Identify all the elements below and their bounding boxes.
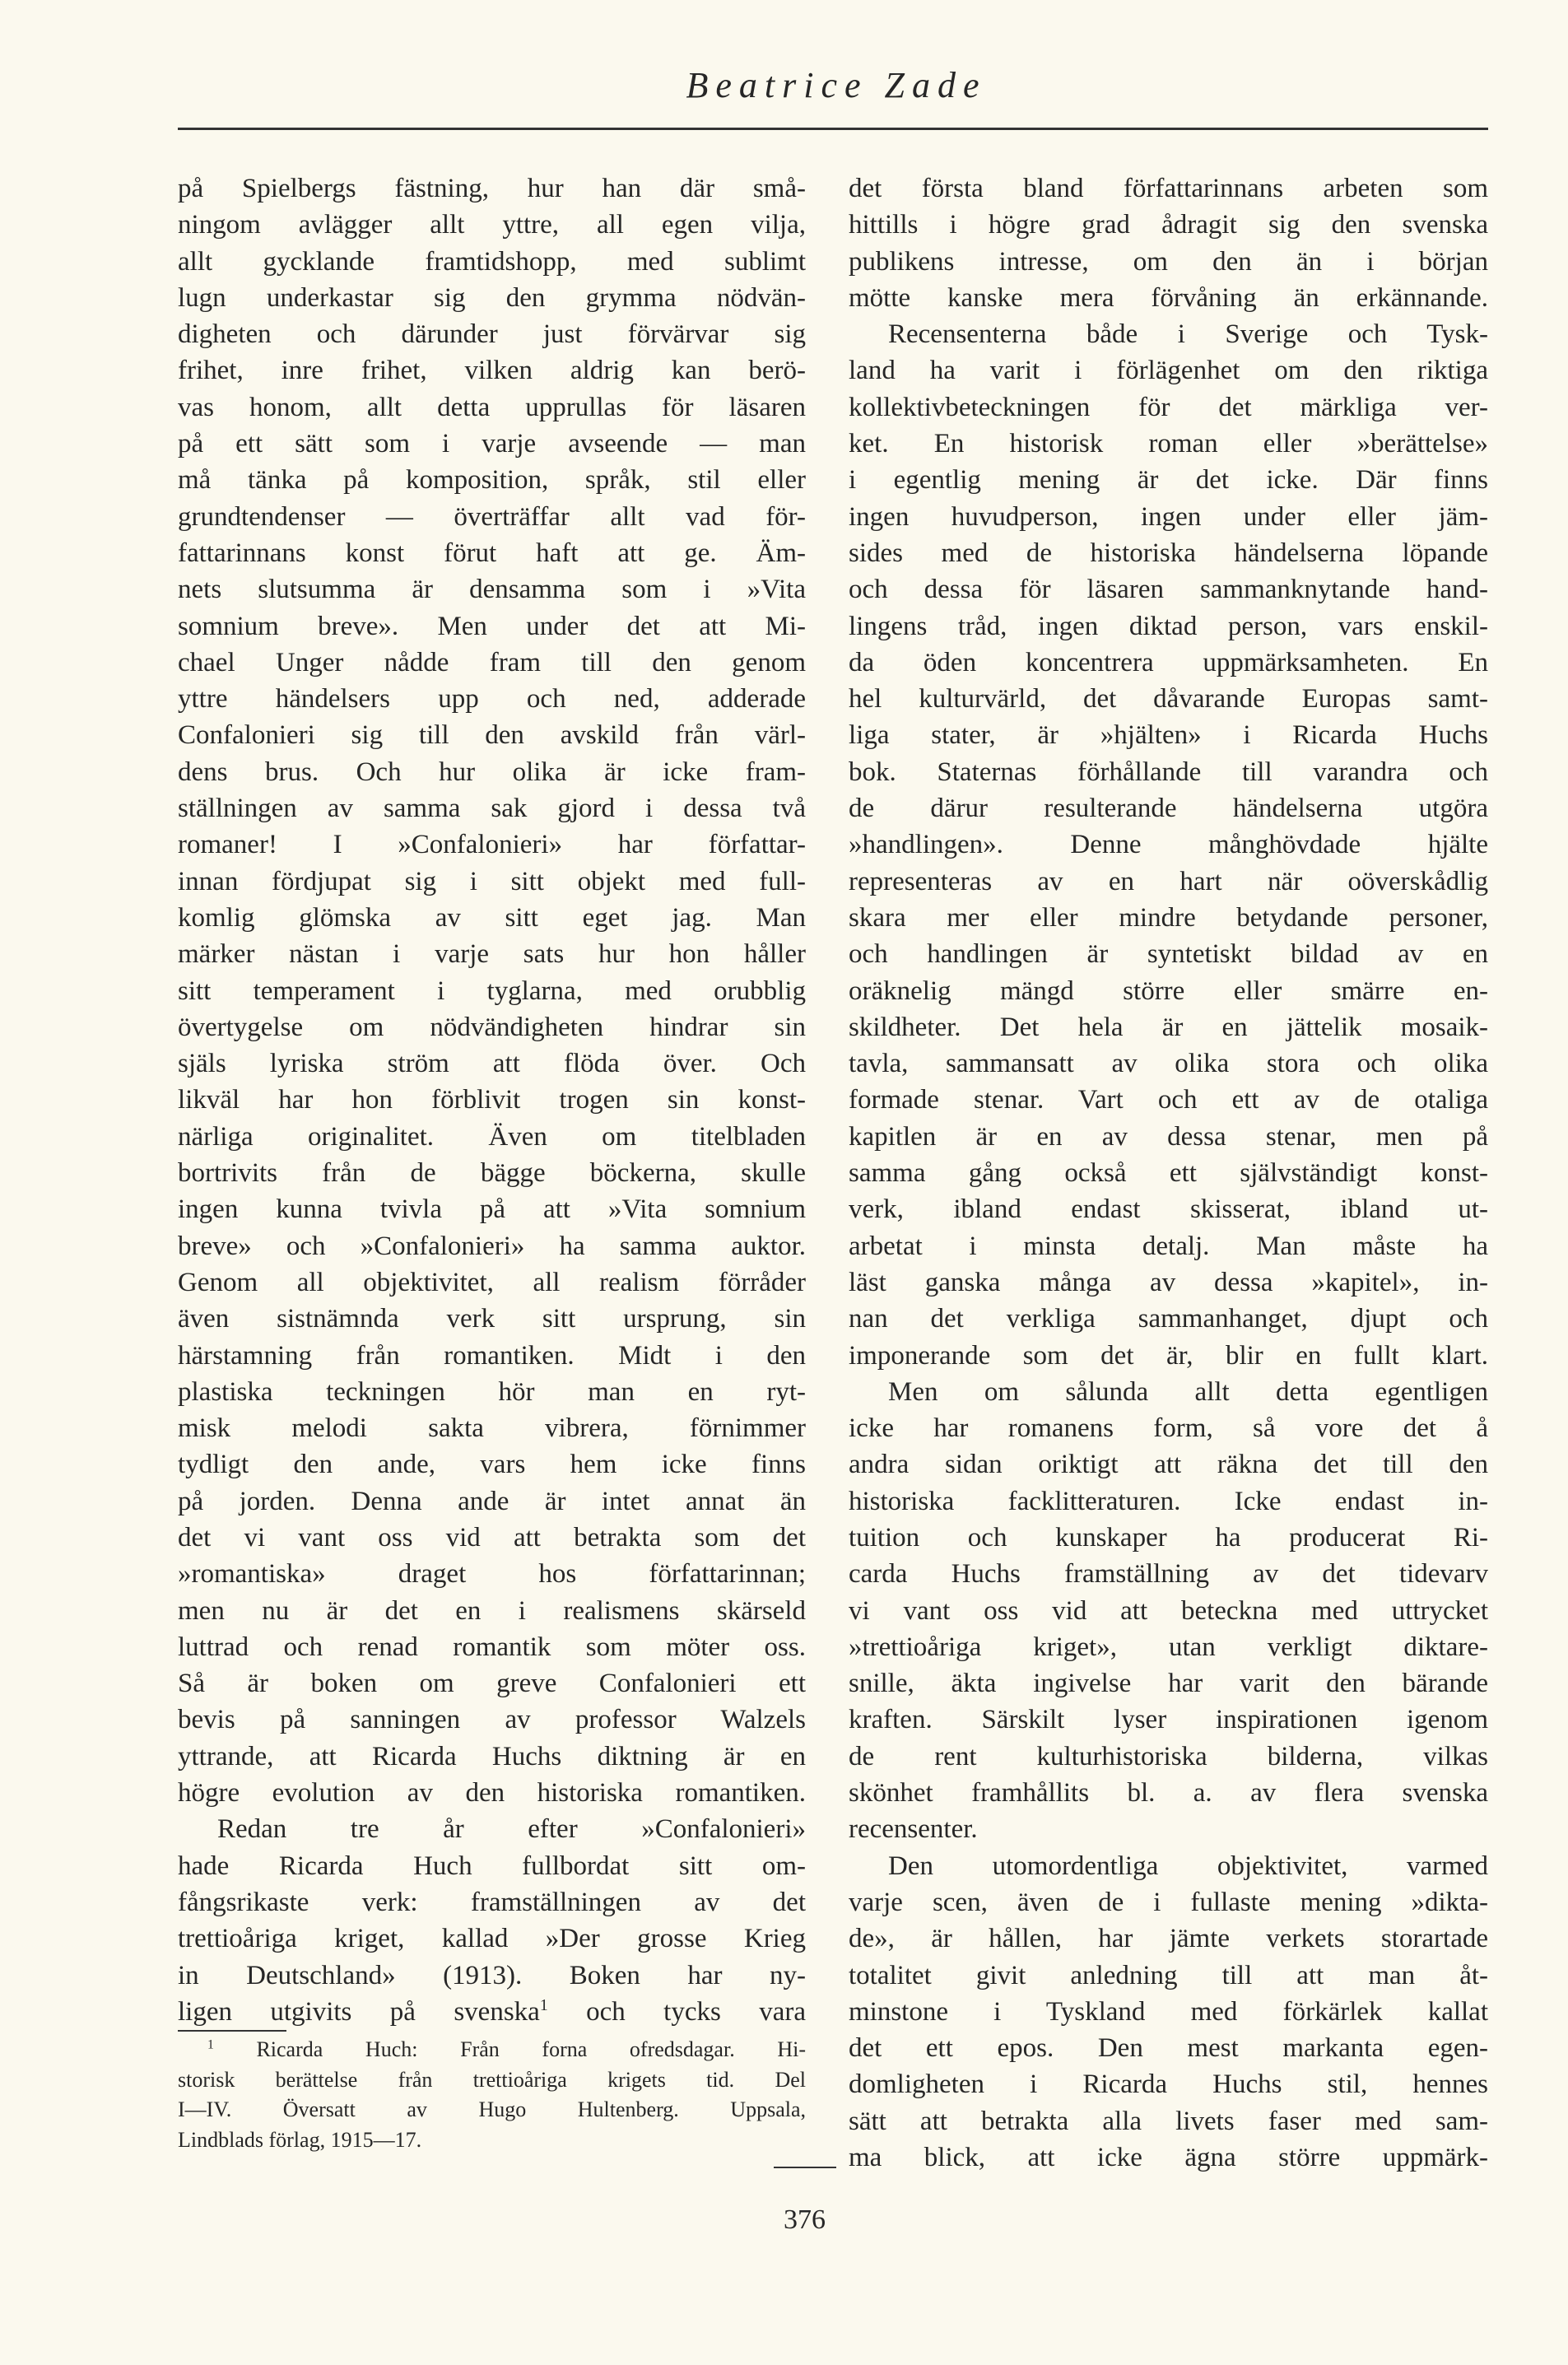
text-line: digheten och därunder just förvärvar sig xyxy=(178,319,806,350)
text-line: andra sidan oriktigt att räkna det till den xyxy=(849,1450,1488,1480)
text-line: land ha varit i förlägenhet om den riktiga xyxy=(849,356,1488,386)
text-line: märker nästan i varje sats hur hon håller xyxy=(178,939,806,970)
text-line: plastiska teckningen hör man en ryt- xyxy=(178,1376,806,1407)
footnote-line: Lindblads förlag, 1915—17. xyxy=(178,2127,422,2152)
text-line: yttrande, att Ricarda Huchs diktning är en xyxy=(178,1741,806,1771)
text-line: de rent kulturhistoriska bilderna, vilkas xyxy=(849,1741,1488,1771)
page-number: 376 xyxy=(784,2204,826,2235)
text-line: själs lyriska ström att flöda över. Och xyxy=(178,1049,806,1079)
header-rule xyxy=(178,128,1488,130)
page-number-rule xyxy=(774,2167,836,2168)
text-line: tuition och kunskaper ha producerat Ri- xyxy=(849,1522,1488,1553)
text-line: »romantiska» draget hos författarinnan; xyxy=(178,1559,806,1590)
text-line: i egentlig mening är det icke. Där finns xyxy=(849,465,1488,496)
text-line: oräknelig mängd större eller smärre en- xyxy=(849,975,1488,1006)
text-line: på jorden. Denna ande är intet annat än xyxy=(178,1486,806,1516)
text-line: fångsrikaste verk: framställningen av det xyxy=(178,1887,806,1917)
text-line: läst ganska många av dessa »kapitel», in- xyxy=(849,1267,1488,1297)
text-line: närliga originalitet. Även om titelbladen xyxy=(178,1121,806,1152)
text-line: icke har romanens form, så vore det å xyxy=(849,1413,1488,1444)
text-line: publikens intresse, om den än i början xyxy=(849,246,1488,277)
text-line: hel kulturvärld, det dåvarande Europas samt- xyxy=(849,684,1488,715)
text-line: övertygelse om nödvändigheten hindrar sin xyxy=(178,1012,806,1042)
text-line: ket. En historisk roman eller »berättelse» xyxy=(849,429,1488,459)
footnote-rule xyxy=(178,2030,286,2032)
text-line: frihet, inre frihet, vilken aldrig kan berö- xyxy=(178,356,806,386)
text-line: historiska facklitteraturen. Icke endast in- xyxy=(849,1486,1488,1516)
text-line: ma blick, att icke ägna större uppmärk- xyxy=(849,2143,1488,2173)
text-line: lugn underkastar sig den grymma nödvän- xyxy=(178,282,806,313)
text-line: yttre händelsers upp och ned, adderade xyxy=(178,684,806,715)
text-line: Men om sålunda allt detta egentligen xyxy=(888,1376,1488,1407)
text-line: allt gycklande framtidshopp, med sublimt xyxy=(178,246,806,277)
text-line: grundtendenser — överträffar allt vad för- xyxy=(178,501,806,532)
text-line: men nu är det en i realismens skärseld xyxy=(178,1595,806,1626)
text-line: skildheter. Det hela är en jättelik mosaik- xyxy=(849,1012,1488,1042)
text-line: domligheten i Ricarda Huchs stil, hennes xyxy=(849,2069,1488,2100)
text-line: chael Unger nådde fram till den genom xyxy=(178,647,806,677)
text-line: och dessa för läsaren sammanknytande hand- xyxy=(849,575,1488,605)
text-fragment: ligen utgivits på svenska xyxy=(178,1996,540,2027)
text-line: da öden koncentrera uppmärksamheten. En xyxy=(849,647,1488,677)
footnote-reference[interactable]: 1 xyxy=(539,1995,548,2014)
text-line: Confalonieri sig till den avskild från värl- xyxy=(178,720,806,751)
text-line: tavla, sammansatt av olika stora och olika xyxy=(849,1049,1488,1079)
text-line: luttrad och renad romantik som möter oss. xyxy=(178,1632,806,1662)
footnote xyxy=(178,2035,806,2155)
text-line: carda Huchs framställning av det tidevarv xyxy=(849,1559,1488,1590)
text-line: Den utomordentliga objektivitet, varmed xyxy=(888,1851,1488,1881)
text-line: må tänka på komposition, språk, stil eller xyxy=(178,465,806,496)
text-line: samma gång också ett självständigt konst- xyxy=(849,1158,1488,1189)
text-line: Redan tre år efter »Confalonieri» xyxy=(217,1814,806,1845)
text-line: även sistnämnda verk sitt ursprung, sin xyxy=(178,1304,806,1334)
text-line: ningom avlägger allt yttre, all egen vilja, xyxy=(178,210,806,240)
text-line: de», är hållen, har jämte verkets storartade xyxy=(849,1924,1488,1954)
text-line: ställningen av samma sak gjord i dessa två xyxy=(178,794,806,824)
text-fragment: och tycks vara xyxy=(547,1996,806,2027)
text-line: sätt att betrakta alla livets faser med sam- xyxy=(849,2106,1488,2136)
text-line: »handlingen». Denne månghövdade hjälte xyxy=(849,830,1488,860)
text-line: Recensenterna både i Sverige och Tysk- xyxy=(888,319,1488,350)
text-line: somnium breve». Men under det att Mi- xyxy=(178,611,806,641)
text-line: sides med de historiska händelserna löpande xyxy=(849,538,1488,568)
text-line: vi vant oss vid att beteckna med uttrycket xyxy=(849,1595,1488,1626)
text-line: på ett sätt som i varje avseende — man xyxy=(178,429,806,459)
text-line: hittills i högre grad ådragit sig den svenska xyxy=(849,210,1488,240)
text-line: minstone i Tyskland med förkärlek kallat xyxy=(849,1996,1488,2027)
text-line: likväl har hon förblivit trogen sin konst- xyxy=(178,1085,806,1115)
text-line: snille, äkta ingivelse har varit den bärande xyxy=(849,1669,1488,1699)
text-line: kapitlen är en av dessa stenar, men på xyxy=(849,1121,1488,1152)
text-line: det ett epos. Den mest markanta egen- xyxy=(849,2033,1488,2064)
text-line: trettioåriga kriget, kallad »Der grosse Krieg xyxy=(178,1924,806,1954)
footnote-line xyxy=(178,2035,806,2065)
text-line: innan fördjupat sig i sitt objekt med full- xyxy=(178,866,806,896)
text-line: formade stenar. Vart och ett av de otaliga xyxy=(849,1085,1488,1115)
text-line: skara mer eller mindre betydande personer, xyxy=(849,902,1488,933)
text-line: tydligt den ande, vars hem icke finns xyxy=(178,1450,806,1480)
text-line: högre evolution av den historiska romantiken. xyxy=(178,1778,806,1809)
text-line: varje scen, även de i fullaste mening »dikta- xyxy=(849,1887,1488,1917)
running-title: Beatrice Zade xyxy=(686,65,987,105)
text-line: recensenter. xyxy=(849,1814,978,1845)
text-line: ingen kunna tvivla på att »Vita somnium xyxy=(178,1194,806,1225)
text-line: misk melodi sakta vibrera, förnimmer xyxy=(178,1413,806,1444)
footnote-text: Ricarda Huch: Från forna ofredsdagar. Hi- xyxy=(213,2037,806,2061)
text-line: nets slutsumma är densamma som i »Vita xyxy=(178,575,806,605)
text-line: romaner! I »Confalonieri» har författar- xyxy=(178,830,806,860)
text-line: dens brus. Och hur olika är icke fram- xyxy=(178,757,806,787)
right-column xyxy=(849,170,1488,2176)
text-line xyxy=(178,1994,806,2030)
text-line: hade Ricarda Huch fullbordat sitt om- xyxy=(178,1851,806,1881)
text-line: bok. Staternas förhållande till varandra och xyxy=(849,757,1488,787)
text-line: liga stater, är »hjälten» i Ricarda Huchs xyxy=(849,720,1488,751)
footnote-line: storisk berättelse från trettioåriga krigets tid. Del xyxy=(178,2067,806,2092)
text-line: »trettioåriga kriget», utan verkligt diktare- xyxy=(849,1632,1488,1662)
left-column xyxy=(178,170,806,2030)
text-line: de därur resulterande händelserna utgöra xyxy=(849,794,1488,824)
text-line: mötte kanske mera förvåning än erkännande. xyxy=(849,282,1488,313)
text-line: ingen huvudperson, ingen under eller jäm- xyxy=(849,501,1488,532)
text-line: imponerande som det är, blir en fullt klart. xyxy=(849,1340,1488,1371)
text-line: kollektivbeteckningen för det märkliga ver- xyxy=(849,392,1488,422)
text-line: representeras av en hart när oöverskådlig xyxy=(849,866,1488,896)
text-line: lingens tråd, ingen diktad person, vars enskil- xyxy=(849,611,1488,641)
text-line: bortrivits från de bägge böckerna, skulle xyxy=(178,1158,806,1189)
text-line: arbetat i minsta detalj. Man måste ha xyxy=(849,1231,1488,1261)
text-line: kraften. Särskilt lyser inspirationen igenom xyxy=(849,1705,1488,1735)
text-line: fattarinnans konst förut haft att ge. Äm- xyxy=(178,538,806,568)
footnote-marker: 1 xyxy=(207,2037,214,2052)
footnote-line: I—IV. Översatt av Hugo Hultenberg. Uppsala, xyxy=(178,2097,806,2122)
text-line: Genom all objektivitet, all realism förråder xyxy=(178,1267,806,1297)
text-line: komlig glömska av sitt eget jag. Man xyxy=(178,902,806,933)
text-line: bevis på sanningen av professor Walzels xyxy=(178,1705,806,1735)
text-line: på Spielbergs fästning, hur han där små- xyxy=(178,174,806,203)
text-line: breve» och »Confalonieri» ha samma auktor. xyxy=(178,1231,806,1261)
text-line: Så är boken om greve Confalonieri ett xyxy=(178,1669,806,1699)
text-line: härstamning från romantiken. Midt i den xyxy=(178,1340,806,1371)
text-line: skönhet framhållits bl. a. av flera svenska xyxy=(849,1778,1488,1809)
text-line: och handlingen är syntetiskt bildad av en xyxy=(849,939,1488,970)
text-line: in Deutschland» (1913). Boken har ny- xyxy=(178,1960,806,1990)
text-line: nan det verkliga sammanhanget, djupt och xyxy=(849,1304,1488,1334)
text-line: vas honom, allt detta upprullas för läsaren xyxy=(178,392,806,422)
text-line: det första bland författarinnans arbeten som xyxy=(849,174,1488,203)
text-line: det vi vant oss vid att betrakta som det xyxy=(178,1522,806,1553)
text-line: sitt temperament i tyglarna, med orubblig xyxy=(178,975,806,1006)
text-line: totalitet givit anledning till att man åt- xyxy=(849,1960,1488,1990)
text-line: verk, ibland endast skisserat, ibland ut- xyxy=(849,1194,1488,1225)
